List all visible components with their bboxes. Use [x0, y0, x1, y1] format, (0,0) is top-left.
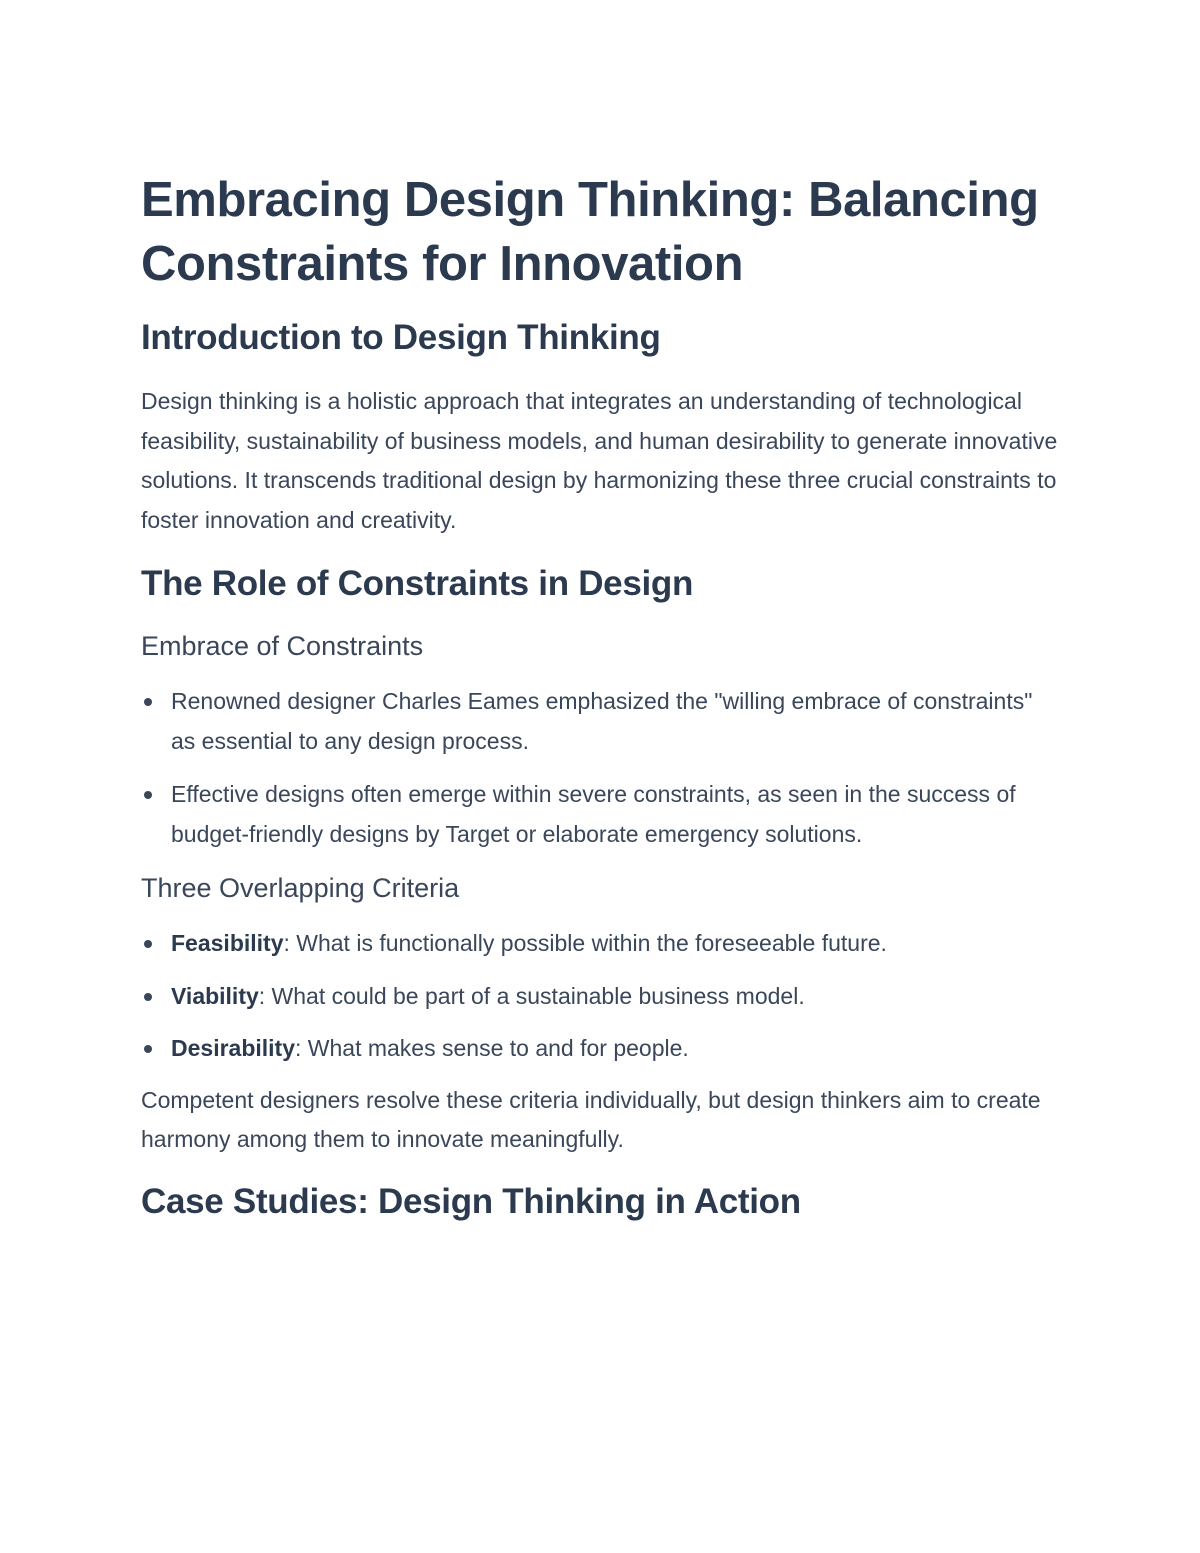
subheading-embrace-of-constraints: Embrace of Constraints	[141, 631, 424, 661]
bullet-icon	[144, 1045, 152, 1053]
section-heading-introduction: Introduction to Design Thinking	[141, 318, 661, 357]
document-title: Embracing Design Thinking: Balancing Constraints for Innovation	[141, 173, 1039, 291]
competent-designers-paragraph: Competent designers resolve these criteria individually, but design thinkers aim to create harmony among them to innovate meaningfully.	[141, 1086, 1041, 1152]
list-item-text: Renowned designer Charles Eames emphasized the "willing embrace of constraints" as essential to any design process.	[171, 688, 1033, 754]
document-page	[141, 168, 1061, 1224]
list-item	[141, 682, 1061, 761]
criteria-description: : What could be part of a sustainable business model.	[258, 982, 805, 1009]
list-item	[141, 775, 1061, 854]
criteria-term: Viability	[171, 982, 259, 1009]
section-heading-case-studies: Case Studies: Design Thinking in Action	[141, 1181, 801, 1221]
list-item-text: Effective designs often emerge within severe constraints, as seen in the success of budget-friendly designs by Target or elaborate emergency solutions.	[171, 781, 1016, 847]
list-item	[141, 1029, 1061, 1069]
list-item	[141, 924, 1061, 964]
bullet-icon	[144, 791, 152, 799]
criteria-term: Feasibility	[171, 930, 284, 956]
section-heading-role-of-constraints: The Role of Constraints in Design	[141, 564, 694, 603]
criteria-term: Desirability	[171, 1035, 295, 1061]
criteria-description: : What makes sense to and for people.	[295, 1035, 689, 1061]
criteria-description: : What is functionally possible within the foreseeable future.	[283, 930, 887, 956]
subheading-three-overlapping-criteria: Three Overlapping Criteria	[141, 873, 460, 903]
bullet-icon	[144, 940, 152, 948]
criteria-list	[141, 924, 1061, 1069]
bullet-icon	[144, 698, 152, 706]
list-item	[141, 977, 1061, 1017]
bullet-icon	[144, 993, 152, 1001]
embrace-list	[141, 682, 1061, 854]
intro-paragraph: Design thinking is a holistic approach that integrates an understanding of technological feasibility, sustainability of business models, and human desirability to generate innovative solutions. It transcends traditional design by harmonizing these three crucial constraints to foster innovation and creativity.	[141, 388, 1058, 533]
